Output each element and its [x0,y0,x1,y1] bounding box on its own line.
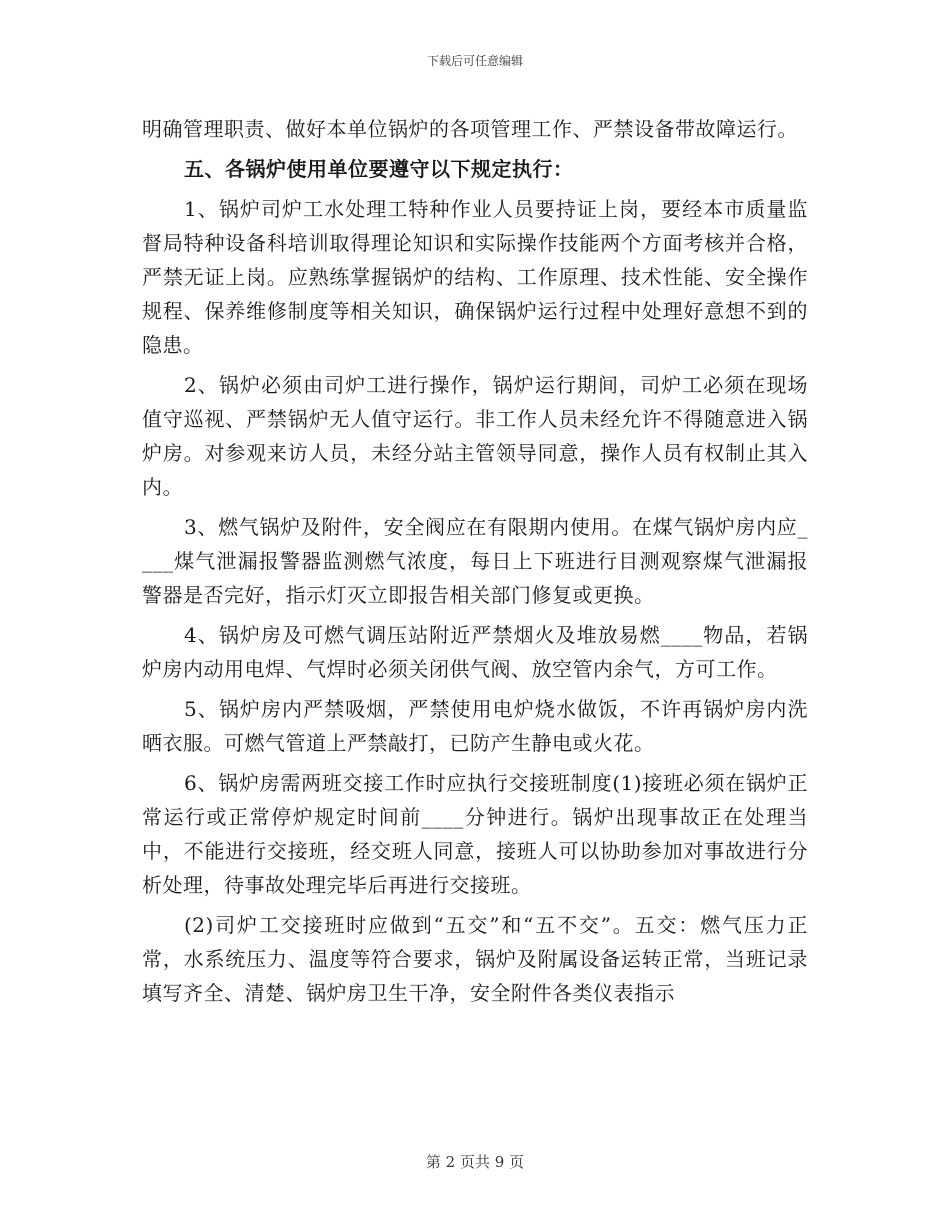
paragraph-item-2: 2、锅炉必须由司炉工进行操作，锅炉运行期间，司炉工必须在现场值守巡视、严禁锅炉无人值守运行。非工作人员未经允许不得随意进入锅炉房。对参观来访人员，未经分站主管领导同意，操作人员有权制止其入内。 [142,373,808,499]
paragraph-item-6: 6、锅炉房需两班交接工作时应执行交接班制度(1)接班必须在锅炉正常运行或正常停炉规定时间前____分钟进行。锅炉出现事故正在处理当中，不能进行交接班，经交班人同意，接班人可以协助参加对事故进行分析处理，待事故处理完毕后再进行交接班。 [142,771,808,897]
document-body [142,112,808,1016]
paragraph-item-1: 1、锅炉司炉工水处理工特种作业人员要持证上岗，要经本市质量监督局特种设备科培训取得理论知识和实际操作技能两个方面考核并合格，严禁无证上岗。应熟练掌握锅炉的结构、工作原理、技术性能、安全操作规程、保养维修制度等相关知识，确保锅炉运行过程中处理好意想不到的隐患。 [142,197,808,357]
paragraph-item-6-2: (2)司炉工交接班时应做到“五交”和“五不交”。五交：燃气压力正常，水系统压力、温度等符合要求，锅炉及附属设备运转正常，当班记录填写齐全、清楚、锅炉房卫生干净，安全附件各类仪表指示 [142,913,808,1005]
paragraph-item-3: 3、燃气锅炉及附件，安全阀应在有限期内使用。在煤气锅炉房内应____煤气泄漏报警器监测燃气浓度，每日上下班进行目测观察煤气泄漏报警器是否完好，指示灯灭立即报告相关部门修复或更换。 [142,515,808,607]
paragraph-item-5: 5、锅炉房内严禁吸烟，严禁使用电炉烧水做饭，不许再锅炉房内洗晒衣服。可燃气管道上严禁敲打，已防产生静电或火花。 [142,697,808,755]
section-heading-5: 五、各锅炉使用单位要遵守以下规定执行： [184,157,574,181]
paragraph-item-4: 4、锅炉房及可燃气调压站附近严禁烟火及堆放易燃____物品，若锅炉房内动用电焊、气焊时必须关闭供气阀、放空管内余气，方可工作。 [142,623,808,681]
paragraph-continuation: 明确管理职责、做好本单位锅炉的各项管理工作、严禁设备带故障运行。 [142,117,798,141]
page-footer: 第 2 页共 9 页 [425,1153,525,1171]
page-header: 下载后可任意编辑 [426,54,523,68]
